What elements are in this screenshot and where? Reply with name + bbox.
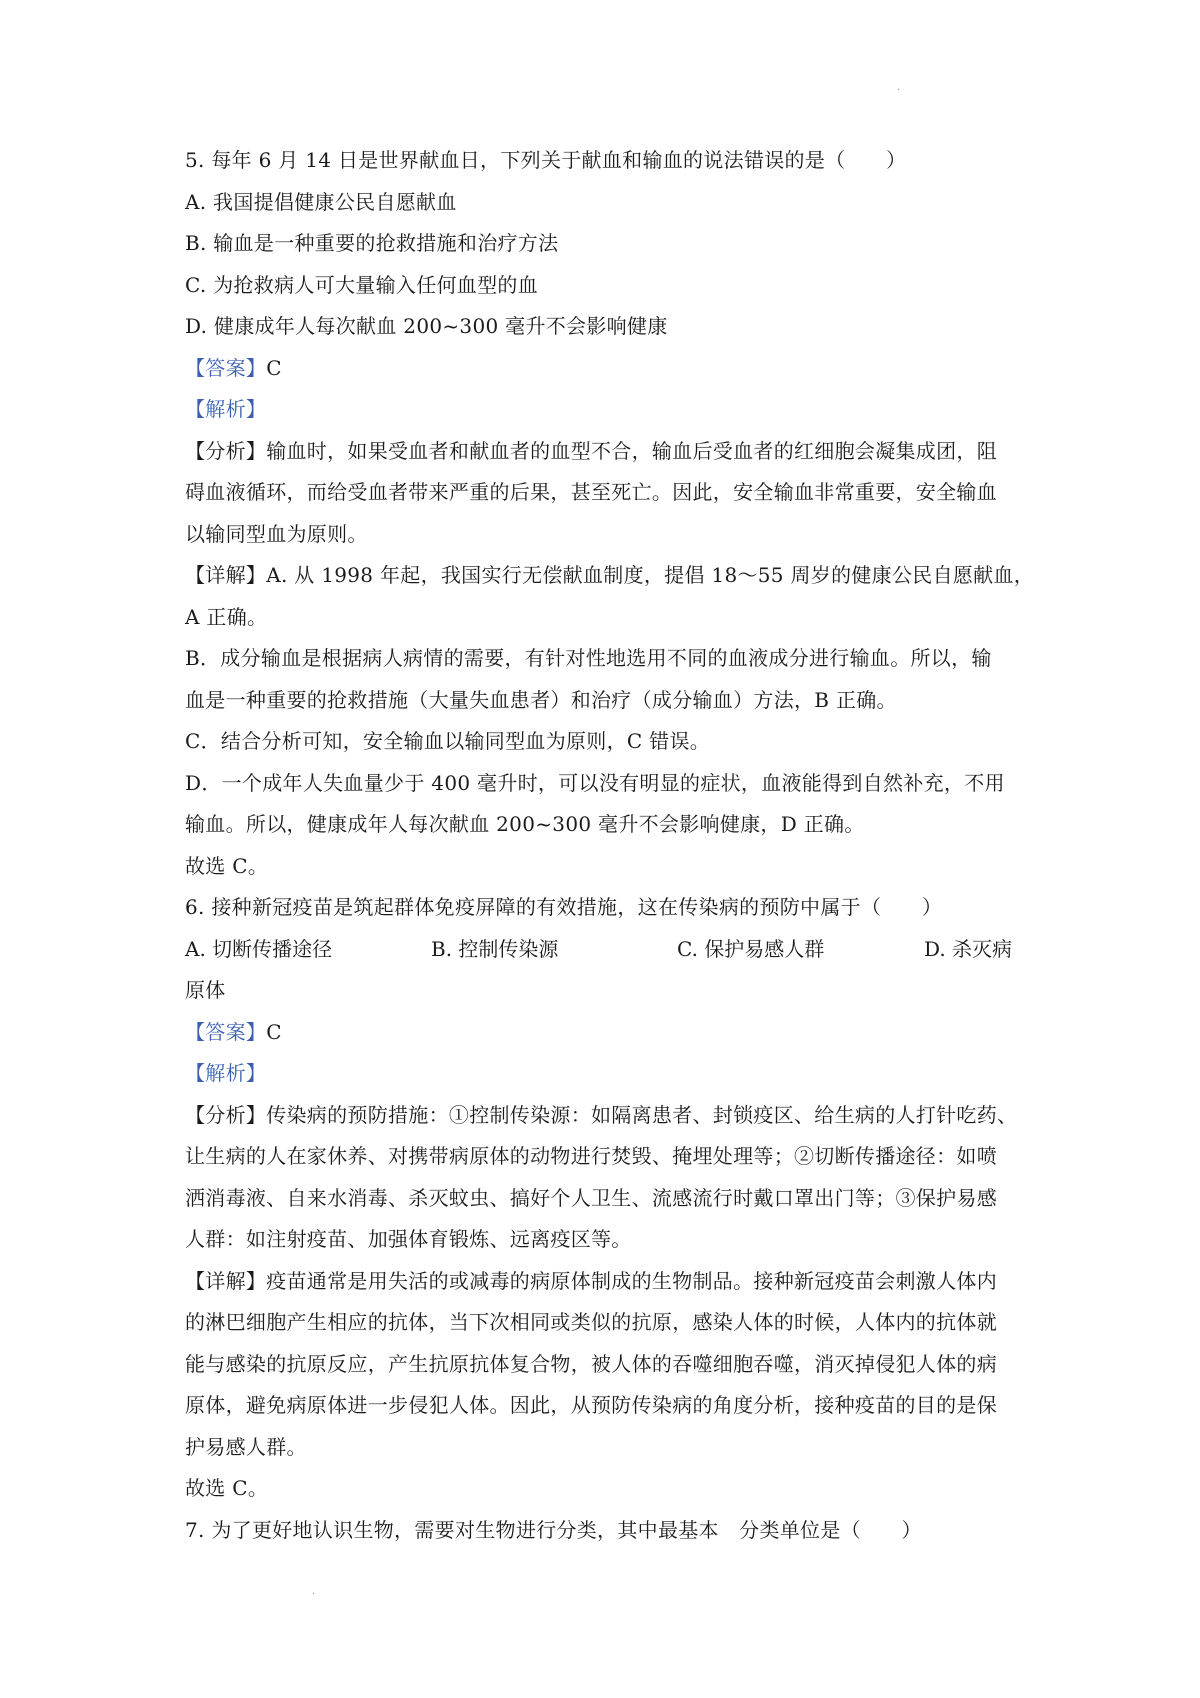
fenxi-text: 人群：如注射疫苗、加强体育锻炼、远离疫区等。 — [185, 1227, 632, 1251]
conclusion-text: 故选 C。 — [185, 1476, 269, 1500]
xiangjie-text: 血是一种重要的抢救措施（大量失血患者）和治疗（成分输血）方法，B 正确。 — [185, 688, 897, 712]
xiangjie-tag: 【详解】 — [185, 1269, 267, 1293]
page-speck-bottom: . — [312, 1586, 316, 1597]
answer-line — [185, 1019, 282, 1045]
analysis-tag-text: 【解析】 — [185, 397, 267, 421]
option-a: A. 切断传播途径 — [185, 937, 333, 961]
option-d-wrap: 原体 — [185, 978, 226, 1002]
analysis-tag — [185, 1060, 266, 1086]
fenxi-text: 传染病的预防措施：①控制传染源：如隔离患者、封锁疫区、给生病的人打针吃药、 — [266, 1103, 1018, 1127]
xiangjie-tag: 【详解】 — [185, 563, 267, 587]
question-stem: 7. 为了更好地认识生物，需要对生物进行分类，其中最基本 分类单位是（ ） — [185, 1518, 922, 1542]
fenxi-text: 让生病的人在家休养、对携带病原体的动物进行焚毁、掩埋处理等；②切断传播途径：如喷 — [185, 1144, 997, 1168]
xiangjie-text: 的淋巴细胞产生相应的抗体，当下次相同或类似的抗原，感染人体的时候，人体内的抗体就 — [185, 1310, 997, 1334]
xiangjie-text: D．一个成年人失血量少于 400 毫升时，可以没有明显的症状，血液能得到自然补充，不用 — [185, 771, 1005, 795]
fenxi-text: 碍血液循环，而给受血者带来严重的后果，甚至死亡。因此，安全输血非常重要，安全输血 — [185, 480, 997, 504]
xiangjie-text: 输血。所以，健康成年人每次献血 200~300 毫升不会影响健康，D 正确。 — [185, 812, 865, 836]
fenxi-tag: 【分析】 — [185, 1103, 267, 1127]
xiangjie-text: B．成分输血是根据病人病情的需要，有针对性地选用不同的血液成分进行输血。所以，输 — [185, 646, 992, 670]
xiangjie-text: A. 从 1998 年起，我国实行无偿献血制度，提倡 18～55 周岁的健康公民自愿献血， — [266, 563, 1035, 587]
fenxi-text: 以输同型血为原则。 — [185, 522, 368, 546]
option-b: B. 输血是一种重要的抢救措施和治疗方法 — [185, 231, 559, 255]
conclusion-text: 故选 C。 — [185, 854, 269, 878]
xiangjie-text: C．结合分析可知，安全输血以输同型血为原则，C 错误。 — [185, 729, 711, 753]
analysis-tag-text: 【解析】 — [185, 1061, 267, 1085]
option-b: B. 控制传染源 — [431, 937, 559, 961]
answer-tag: 【答案】 — [185, 1020, 267, 1044]
page-speck-top: . — [897, 82, 901, 93]
option-c: C. 保护易感人群 — [677, 937, 825, 961]
fenxi-line — [185, 438, 997, 464]
answer-value: C — [266, 356, 282, 380]
option-d: D. 杀灭病 — [924, 937, 1013, 961]
xiangjie-text: 疫苗通常是用失活的或减毒的病原体制成的生物制品。接种新冠疫苗会刺激人体内 — [266, 1269, 998, 1293]
question-stem: 5. 每年 6 月 14 日是世界献血日，下列关于献血和输血的说法错误的是（ ） — [185, 148, 907, 172]
option-c: C. 为抢救病人可大量输入任何血型的血 — [185, 273, 539, 297]
xiangjie-text: 护易感人群。 — [185, 1435, 307, 1459]
answer-line — [185, 355, 282, 381]
xiangjie-line — [185, 1268, 997, 1294]
xiangjie-text: 原体，避免病原体进一步侵犯人体。因此，从预防传染病的角度分析，接种疫苗的目的是保 — [185, 1393, 997, 1417]
answer-value: C — [266, 1020, 282, 1044]
xiangjie-text: A 正确。 — [185, 605, 268, 629]
option-a: A. 我国提倡健康公民自愿献血 — [185, 190, 457, 214]
fenxi-line — [185, 1102, 1017, 1128]
fenxi-text: 洒消毒液、自来水消毒、杀灭蚊虫、搞好个人卫生、流感流行时戴口罩出门等；③保护易感 — [185, 1186, 997, 1210]
fenxi-text: 输血时，如果受血者和献血者的血型不合，输血后受血者的红细胞会凝集成团，阻 — [266, 439, 998, 463]
answer-tag: 【答案】 — [185, 356, 267, 380]
question-stem: 6. 接种新冠疫苗是筑起群体免疫屏障的有效措施，这在传染病的预防中属于（ ） — [185, 895, 943, 919]
xiangjie-text: 能与感染的抗原反应，产生抗原抗体复合物，被人体的吞噬细胞吞噬，消灭掉侵犯人体的病 — [185, 1352, 997, 1376]
option-d: D. 健康成年人每次献血 200~300 毫升不会影响健康 — [185, 314, 668, 338]
fenxi-tag: 【分析】 — [185, 439, 267, 463]
analysis-tag — [185, 396, 266, 422]
xiangjie-line — [185, 562, 1034, 588]
